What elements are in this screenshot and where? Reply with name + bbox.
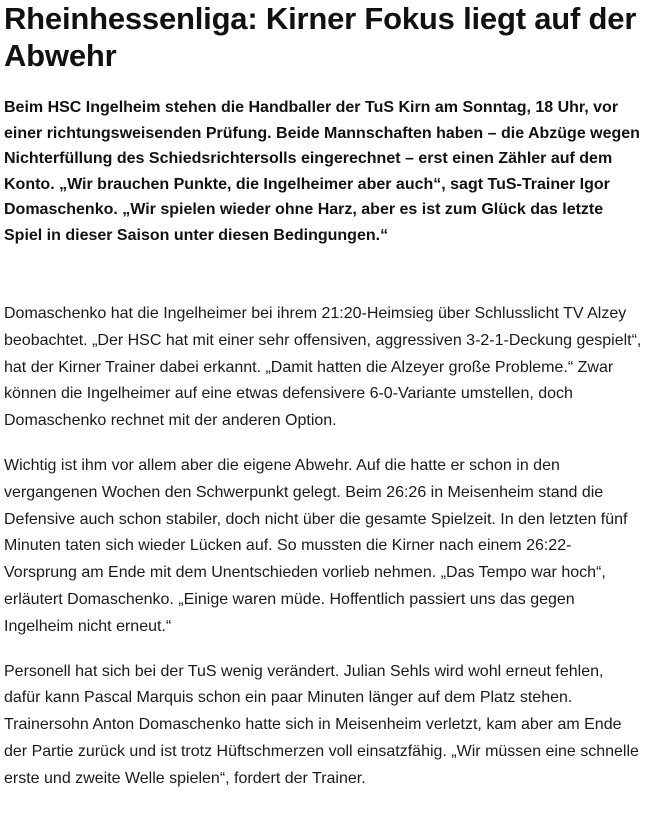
article [4,0,644,793]
article-paragraph-3: Personell hat sich bei der TuS wenig verändert. Julian Sehls wird wohl erneut fehlen, dafür kann Pascal Marquis schon ein paar Minuten länger auf dem Platz stehen. Trainersohn Anton Domaschenko hatte sich in Meisenheim verletzt, kam aber am Ende der Partie zurück und ist trotz Hüftschmerzen voll einsatzfähig. „Wir müssen eine schnelle erste und zweite Welle spielen“, fordert der Trainer. [4,662,639,787]
article-paragraph-1: Domaschenko hat die Ingelheimer bei ihrem 21:20-Heimsieg über Schlusslicht TV Alzey beobachtet. „Der HSC hat mit einer sehr offensiven, aggressiven 3-2-1-Deckung gespielt“, hat der Kirner Trainer dabei erkannt. „Damit hatten die Alzeyer große Probleme.“ Zwar können die Ingelheimer auf eine etwas defensivere 6-0-Variante umstellen, doch Domaschenko rechnet mit der anderen Option. [4,305,642,430]
article-paragraph-2: Wichtig ist ihm vor allem aber die eigene Abwehr. Auf die hatte er schon in den vergangenen Wochen den Schwerpunkt gelegt. Beim 26:26 in Meisenheim stand die Defensive auch schon stabiler, doch nicht über die gesamte Spielzeit. In den letzten fünf Minuten taten sich wieder Lücken auf. So mussten die Kirner nach einem 26:22-Vorsprung am Ende mit dem Unentschieden vorlieb nehmen. „Das Tempo war hoch“, erläutert Domaschenko. „Einige waren müde. Hoffentlich passiert uns das gegen Ingelheim nicht erneut.“ [4,456,628,635]
article-headline: Rheinhessenliga: Kirner Fokus liegt auf der Abwehr [4,1,637,73]
article-lead: Beim HSC Ingelheim stehen die Handballer der TuS Kirn am Sonntag, 18 Uhr, vor einer richtungsweisenden Prüfung. Beide Mannschaften haben – die Abzüge wegen Nichterfüllung des Schiedsrichtersolls eingerechnet – erst einen Zähler auf dem Konto. „Wir brauchen Punkte, die Ingelheimer aber auch“, sagt TuS-Trainer Igor Domaschenko. „Wir spielen wieder ohne Harz, aber es ist zum Glück das letzte Spiel in dieser Saison unter diesen Bedingungen.“ [4,99,640,244]
